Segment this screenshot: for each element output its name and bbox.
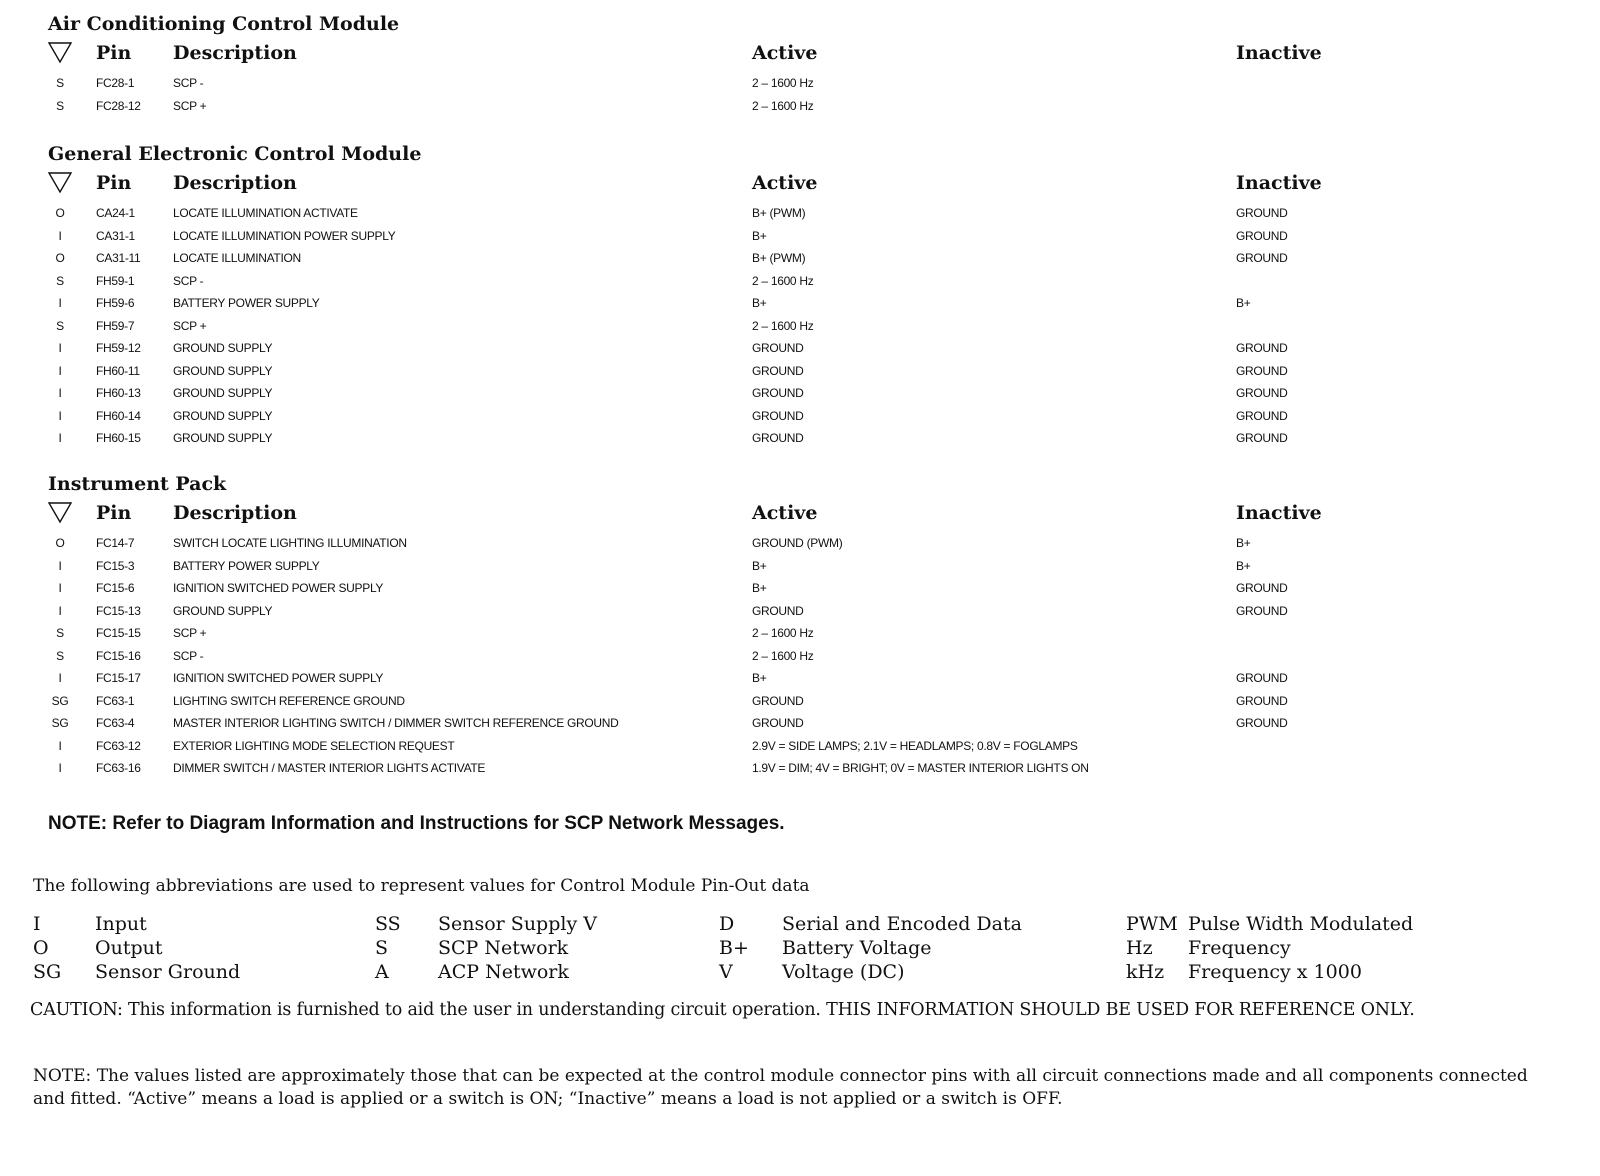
- pin-id: FC63-16: [96, 761, 141, 775]
- pin-id: FC15-6: [96, 581, 135, 595]
- pin-type: I: [58, 228, 62, 243]
- pin-description: SCP -: [173, 648, 204, 663]
- pin-description: GROUND SUPPLY: [173, 341, 273, 355]
- pin-type: I: [58, 603, 62, 618]
- pin-active: 2 – 1600 Hz: [752, 76, 814, 90]
- pin-id: FC63-4: [96, 716, 135, 730]
- pin-active: 2 – 1600 Hz: [752, 648, 814, 663]
- pin-active: 2 – 1600 Hz: [752, 273, 814, 288]
- pin-type: SG: [51, 693, 69, 708]
- pin-id: FC15-13: [96, 603, 141, 618]
- pin-active: GROUND: [752, 603, 804, 618]
- pin-type: O: [55, 206, 65, 220]
- pin-type: S: [56, 273, 64, 288]
- connector-triangle-icon: [48, 172, 72, 194]
- abbr-code: kHz: [1126, 961, 1165, 983]
- pin-description: GROUND SUPPLY: [173, 408, 273, 423]
- section-general-electronic: [48, 140, 1568, 450]
- table-row: [48, 225, 1568, 248]
- pin-type: SG: [51, 716, 69, 730]
- pin-type: S: [56, 98, 64, 113]
- table-header: [48, 38, 1568, 72]
- pin-description: SWITCH LOCATE LIGHTING ILLUMINATION: [173, 536, 407, 550]
- pin-inactive: B+: [1236, 296, 1251, 310]
- pin-inactive: GROUND: [1236, 408, 1288, 423]
- pin-type: I: [58, 558, 62, 573]
- abbr-code: O: [33, 937, 49, 959]
- abbr-meaning: Battery Voltage: [782, 937, 932, 959]
- pin-type: I: [58, 296, 62, 310]
- abbr-code: I: [33, 913, 41, 935]
- header-pin: Pin: [96, 172, 132, 194]
- abbr-code: D: [719, 913, 735, 935]
- pin-description: EXTERIOR LIGHTING MODE SELECTION REQUEST: [173, 738, 455, 753]
- pin-description: GROUND SUPPLY: [173, 386, 273, 400]
- table-row: [48, 72, 1568, 95]
- pin-type: I: [58, 386, 62, 400]
- pin-id: CA31-1: [96, 228, 135, 243]
- pin-id: FC63-12: [96, 738, 141, 753]
- pin-active: GROUND: [752, 408, 804, 423]
- table-row: [48, 360, 1568, 383]
- pin-inactive: GROUND: [1236, 693, 1288, 708]
- pin-description: DIMMER SWITCH / MASTER INTERIOR LIGHTS ACTIVATE: [173, 761, 486, 775]
- table-row: [48, 645, 1568, 668]
- pin-active: 2 – 1600 Hz: [752, 98, 814, 113]
- pin-id: FC15-15: [96, 626, 141, 640]
- pin-type: S: [56, 648, 64, 663]
- pin-type: S: [56, 626, 64, 640]
- section-air-conditioning: [48, 10, 1568, 117]
- abbr-code: PWM: [1126, 913, 1178, 935]
- header-pin: Pin: [96, 502, 132, 524]
- pin-id: CA24-1: [96, 206, 135, 220]
- abbr-code: A: [375, 961, 389, 983]
- abbr-code: SS: [375, 913, 401, 935]
- abbr-meaning: Sensor Supply V: [438, 913, 597, 935]
- pin-inactive: B+: [1236, 536, 1251, 550]
- header-active: Active: [752, 42, 818, 64]
- pin-id: FH59-1: [96, 273, 135, 288]
- pin-description: LOCATE ILLUMINATION: [173, 251, 301, 265]
- pin-active: B+ (PWM): [752, 206, 806, 220]
- pin-type: S: [56, 318, 64, 333]
- section-title: Instrument Pack: [48, 473, 227, 495]
- pin-type: I: [58, 761, 62, 775]
- pin-id: FH60-11: [96, 363, 140, 378]
- pin-type: O: [55, 251, 65, 265]
- pin-active: B+: [752, 581, 767, 595]
- pin-active: GROUND: [752, 716, 804, 730]
- table-row: [48, 95, 1568, 118]
- header-description: Description: [173, 42, 297, 64]
- pin-inactive: GROUND: [1236, 581, 1288, 595]
- pin-inactive: GROUND: [1236, 671, 1288, 685]
- pin-description: BATTERY POWER SUPPLY: [173, 558, 320, 573]
- pin-active: GROUND: [752, 693, 804, 708]
- abbr-meaning: Frequency: [1188, 937, 1291, 959]
- pin-type: I: [58, 738, 62, 753]
- pin-id: FH60-14: [96, 408, 141, 423]
- pin-description: SCP +: [173, 626, 207, 640]
- header-description: Description: [173, 172, 297, 194]
- pin-id: FH59-6: [96, 296, 135, 310]
- header-active: Active: [752, 502, 818, 524]
- pin-inactive: GROUND: [1236, 341, 1288, 355]
- table-row: [48, 247, 1568, 270]
- pin-id: FC14-7: [96, 536, 135, 550]
- table-row: [48, 427, 1568, 450]
- abbr-meaning: Output: [95, 937, 163, 959]
- pin-type: S: [56, 76, 64, 90]
- table-row: [48, 735, 1568, 758]
- header-inactive: Inactive: [1236, 42, 1322, 64]
- pin-active: B+ (PWM): [752, 251, 806, 265]
- table-header: [48, 168, 1568, 202]
- pin-inactive: GROUND: [1236, 206, 1288, 220]
- abbr-meaning: Pulse Width Modulated: [1188, 913, 1414, 935]
- pin-active: GROUND: [752, 363, 804, 378]
- pin-type: I: [58, 363, 62, 378]
- pin-active: 2 – 1600 Hz: [752, 626, 814, 640]
- pin-type: I: [58, 408, 62, 423]
- pin-id: FH59-12: [96, 341, 141, 355]
- pin-inactive: GROUND: [1236, 228, 1288, 243]
- pin-inactive: B+: [1236, 558, 1251, 573]
- abbr-meaning: Sensor Ground: [95, 961, 241, 983]
- connector-triangle-icon: [48, 42, 72, 64]
- pin-active: 2 – 1600 Hz: [752, 318, 814, 333]
- table-row: [48, 577, 1568, 600]
- pin-description: GROUND SUPPLY: [173, 363, 273, 378]
- values-note: NOTE: The values listed are approximately those that can be expected at the control module connector pins with all circuit connections made and all components connected and fitted. “Active” means a load is applied or a switch is ON; “Inactive” means a load is not applied or a switch is OFF.: [33, 1066, 1528, 1109]
- pin-description: BATTERY POWER SUPPLY: [173, 296, 320, 310]
- table-row: [48, 382, 1568, 405]
- abbr-code: Hz: [1126, 937, 1153, 959]
- header-description: Description: [173, 502, 297, 524]
- pin-description: MASTER INTERIOR LIGHTING SWITCH / DIMMER SWITCH REFERENCE GROUND: [173, 716, 619, 730]
- table-row: [48, 667, 1568, 690]
- table-row: [48, 555, 1568, 578]
- pin-type: I: [58, 431, 62, 445]
- header-pin: Pin: [96, 42, 132, 64]
- header-active: Active: [752, 172, 818, 194]
- abbreviations-legend: [33, 913, 1573, 993]
- abbreviations-intro: The following abbreviations are used to represent values for Control Module Pin-Out data: [33, 876, 810, 896]
- table-row: [48, 690, 1568, 713]
- pin-inactive: GROUND: [1236, 603, 1288, 618]
- pin-description: IGNITION SWITCHED POWER SUPPLY: [173, 581, 384, 595]
- abbr-code: V: [719, 961, 733, 983]
- pin-id: FH60-15: [96, 431, 141, 445]
- connector-triangle-icon: [48, 502, 72, 524]
- abbr-code: B+: [719, 937, 749, 959]
- section-title: Air Conditioning Control Module: [48, 13, 400, 35]
- table-row: [48, 292, 1568, 315]
- table-header: [48, 498, 1568, 532]
- pin-description: LOCATE ILLUMINATION ACTIVATE: [173, 206, 358, 220]
- abbr-code: S: [375, 937, 389, 959]
- abbr-meaning: SCP Network: [438, 937, 569, 959]
- section-title: General Electronic Control Module: [48, 143, 422, 165]
- pin-id: FH60-13: [96, 386, 141, 400]
- abbr-meaning: Frequency x 1000: [1188, 961, 1362, 983]
- pin-description: SCP -: [173, 76, 204, 90]
- pin-active: B+: [752, 558, 767, 573]
- pin-id: FC15-3: [96, 558, 135, 573]
- pin-id: FC28-12: [96, 98, 141, 113]
- abbr-code: SG: [33, 961, 62, 983]
- pin-active: GROUND: [752, 386, 804, 400]
- pin-inactive: GROUND: [1236, 386, 1288, 400]
- pin-inactive: GROUND: [1236, 431, 1288, 445]
- pin-type: I: [58, 341, 62, 355]
- pin-type: O: [55, 536, 65, 550]
- table-row: [48, 202, 1568, 225]
- table-row: [48, 337, 1568, 360]
- pin-active: GROUND (PWM): [752, 536, 843, 550]
- header-inactive: Inactive: [1236, 502, 1322, 524]
- pin-active: GROUND: [752, 431, 804, 445]
- pin-active: B+: [752, 671, 767, 685]
- pin-description: IGNITION SWITCHED POWER SUPPLY: [173, 671, 384, 685]
- pin-active: 2.9V = SIDE LAMPS; 2.1V = HEADLAMPS; 0.8V = FOGLAMPS: [752, 738, 1078, 753]
- table-row: [48, 405, 1568, 428]
- pin-id: FC15-16: [96, 648, 141, 663]
- pin-inactive: GROUND: [1236, 251, 1288, 265]
- abbr-meaning: ACP Network: [438, 961, 569, 983]
- pin-id: FC28-1: [96, 76, 135, 90]
- pin-inactive: GROUND: [1236, 363, 1288, 378]
- abbr-meaning: Input: [95, 913, 147, 935]
- pin-id: FC15-17: [96, 671, 141, 685]
- abbr-meaning: Voltage (DC): [782, 961, 905, 983]
- pin-description: SCP +: [173, 318, 207, 333]
- pin-id: FC63-1: [96, 693, 135, 708]
- table-row: [48, 315, 1568, 338]
- pin-active: GROUND: [752, 341, 804, 355]
- pin-type: I: [58, 671, 62, 685]
- pin-description: SCP +: [173, 98, 207, 113]
- section-instrument-pack: [48, 470, 1568, 780]
- table-row: [48, 712, 1568, 735]
- pin-inactive: GROUND: [1236, 716, 1288, 730]
- pin-active: B+: [752, 228, 767, 243]
- abbr-meaning: Serial and Encoded Data: [782, 913, 1022, 935]
- caution-text: CAUTION: This information is furnished to aid the user in understanding circuit operation. THIS INFORMATION SHOULD BE USED FOR REFERENCE ONLY.: [30, 1000, 1415, 1020]
- header-inactive: Inactive: [1236, 172, 1322, 194]
- table-row: [48, 270, 1568, 293]
- pin-description: LIGHTING SWITCH REFERENCE GROUND: [173, 693, 405, 708]
- pin-active: 1.9V = DIM; 4V = BRIGHT; 0V = MASTER INTERIOR LIGHTS ON: [752, 761, 1089, 775]
- table-row: [48, 757, 1568, 780]
- pin-description: GROUND SUPPLY: [173, 431, 273, 445]
- scp-note: NOTE: Refer to Diagram Information and Instructions for SCP Network Messages.: [48, 813, 785, 834]
- pin-description: GROUND SUPPLY: [173, 603, 273, 618]
- table-row: [48, 622, 1568, 645]
- pin-id: CA31-11: [96, 251, 141, 265]
- pin-active: B+: [752, 296, 767, 310]
- pin-description: LOCATE ILLUMINATION POWER SUPPLY: [173, 228, 396, 243]
- table-row: [48, 600, 1568, 623]
- pin-id: FH59-7: [96, 318, 135, 333]
- pin-description: SCP -: [173, 273, 204, 288]
- table-row: [48, 532, 1568, 555]
- pin-type: I: [58, 581, 62, 595]
